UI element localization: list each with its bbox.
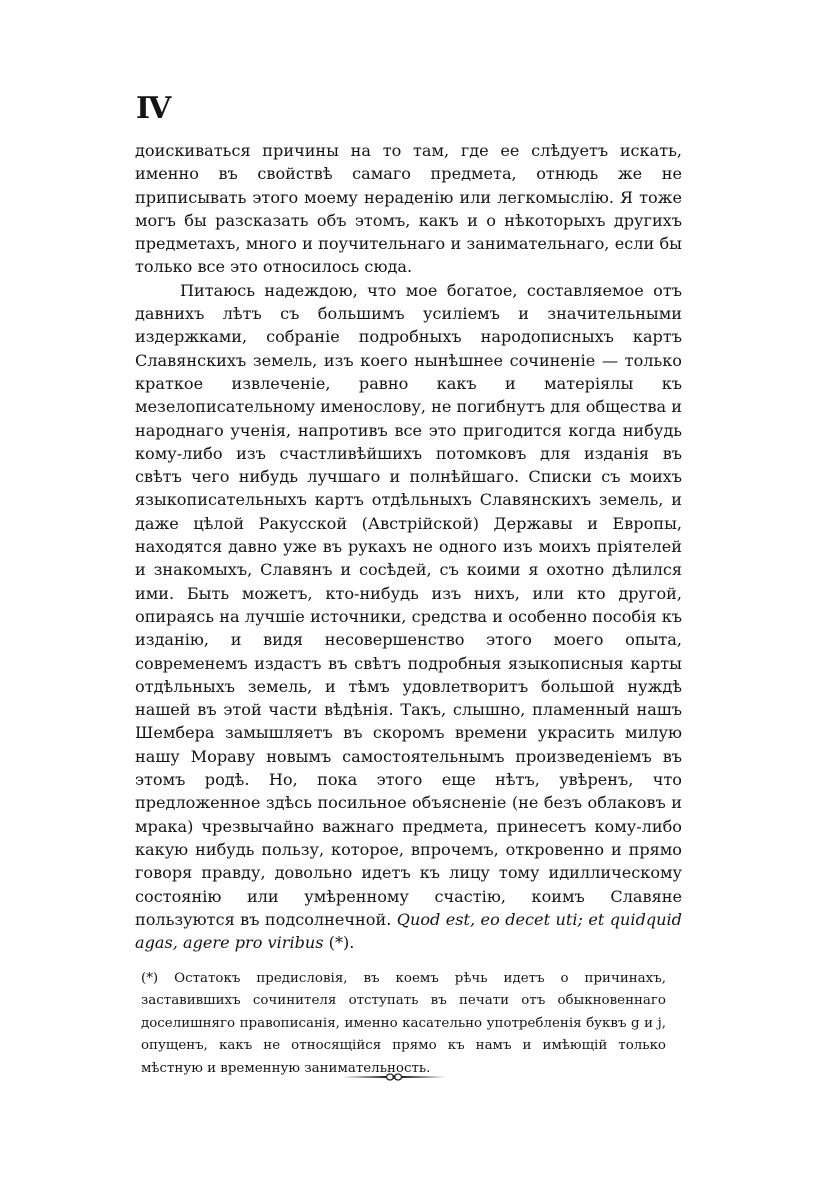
- paragraph-2-text: Питаюсь надеждою, что мое богатое, составляемое отъ давнихъ лѣтъ съ большимъ усиліемъ и значительными издержками, собраніе подробныхъ народописныхъ картъ Славянскихъ земель, изъ коего нынѣшнее сочиненіе — только краткое извлеченіе, равно какъ и матеріялы къ мезелописательному именослову, не погибнутъ для общества и народнаго ученія, напротивъ все это пригодится когда нибудь кому-либо изъ счастливѣйшихъ потомковъ для изданія въ свѣтъ чего нибудь лучшаго и полнѣйшаго. Списки съ моихъ языкописательныхъ картъ отдѣльныхъ Славянскихъ земель, и даже цѣлой Ракусской (Австрійской) Державы и Европы, находятся давно уже въ рукахъ не одного изъ моихъ пріятелей и знакомыхъ, Славянъ и сосѣдей, съ коими я охотно дѣлился ими. Быть можетъ, кто-нибудь изъ нихъ, или кто другой, опираясь на лучшіе источники, средства и особенно пособія къ изданію, и видя несовершенство этого моего опыта, современемъ издастъ въ свѣтъ подробныя языкописныя карты отдѣльныхъ земель, и тѣмъ удовлетворитъ большой нуждѣ нашей въ этой части вѣдѣнія. Такъ, слышно, пламенный нашъ Шембера замышляетъ въ скоромъ времени украсить милую нашу Мораву новымъ самостоятельнымъ произведеніемъ въ этомъ родѣ. Но, пока этого еще нѣтъ, увѣренъ, что предложенное здѣсь посильное объясненіе (не безъ облаковъ и мрака) чрезвычайно важнаго предмета, принесетъ кому-либо какую нибудь пользу, которое, впрочемъ, откровенно и прямо говоря правду, довольно идетъ къ лицу тому идиллическому состоянію или умѣренному счастію, коимъ Славяне пользуются въ подсолнечной.: [135, 280, 682, 929]
- footnote-paragraph: [141, 968, 666, 1080]
- footnote-marker: (*): [141, 971, 159, 986]
- latin-quote: Quod est, eo decet uti; et quidquid agas, agere pro viribus: [135, 909, 682, 953]
- ornamental-rule-icon: [340, 1072, 448, 1082]
- paragraph-2: [135, 279, 682, 955]
- footnote-text: Остатокъ предисловія, въ коемъ рѣчь идетъ о причинахъ, заставившихъ сочинителя отступать въ печати отъ обыкновеннаго доселишняго правописанія, именно касательно употребленія буквъ g и j, опущенъ, какъ не относящійся прямо къ намъ и имѣющій только мѣстную и временную занимательность.: [141, 971, 666, 1076]
- footnote-reference: (*).: [328, 933, 355, 953]
- footnote: [141, 968, 666, 1080]
- paragraph-1: доискиваться причины на то там, где ее слѣдуетъ искать, именно въ свойствѣ самаго предмета, отнюдь же не приписывать этого моему нераденію или легкомыслію. Я тоже могъ бы разсказать объ этомъ, какъ и о нѣкоторыхъ другихъ предметахъ, много и поучительнаго и занимательнаго, если бы только все это относилось сюда.: [135, 141, 682, 277]
- main-text: [135, 139, 682, 954]
- page-number: IV: [136, 91, 170, 126]
